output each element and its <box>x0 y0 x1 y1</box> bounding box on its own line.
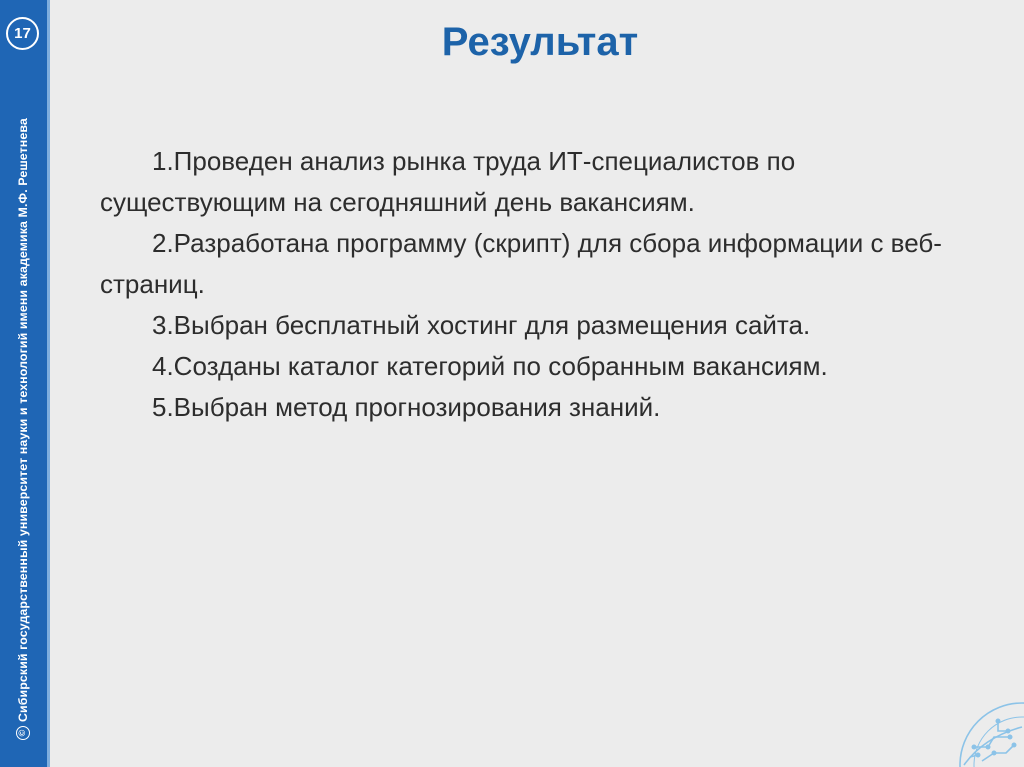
list-item: 4.Созданы каталог категорий по собранным вакансиям. <box>152 351 828 381</box>
slide-number-badge: 17 <box>6 17 39 50</box>
sidebar-edge-stripe <box>47 0 50 767</box>
list-item: 3.Выбран бесплатный хостинг для размещения сайта. <box>152 310 811 340</box>
university-name: Сибирский государственный университет науки и технологий имени академика М.Ф. Решетнева <box>16 118 30 722</box>
university-caption <box>15 118 31 740</box>
result-list <box>100 141 980 428</box>
list-item: 2.Разработана программу (скрипт) для сбора информации с веб-страниц. <box>100 228 942 299</box>
list-item: 1.Проведен анализ рынка труда ИТ-специалистов по существующим на сегодняшний день вакансиям. <box>100 146 796 217</box>
copyright-icon: © <box>16 726 30 740</box>
circuit-globe-icon <box>954 697 1024 767</box>
page-title: Результат <box>441 20 639 64</box>
list-item: 5.Выбран метод прогнозирования знаний. <box>152 392 661 422</box>
